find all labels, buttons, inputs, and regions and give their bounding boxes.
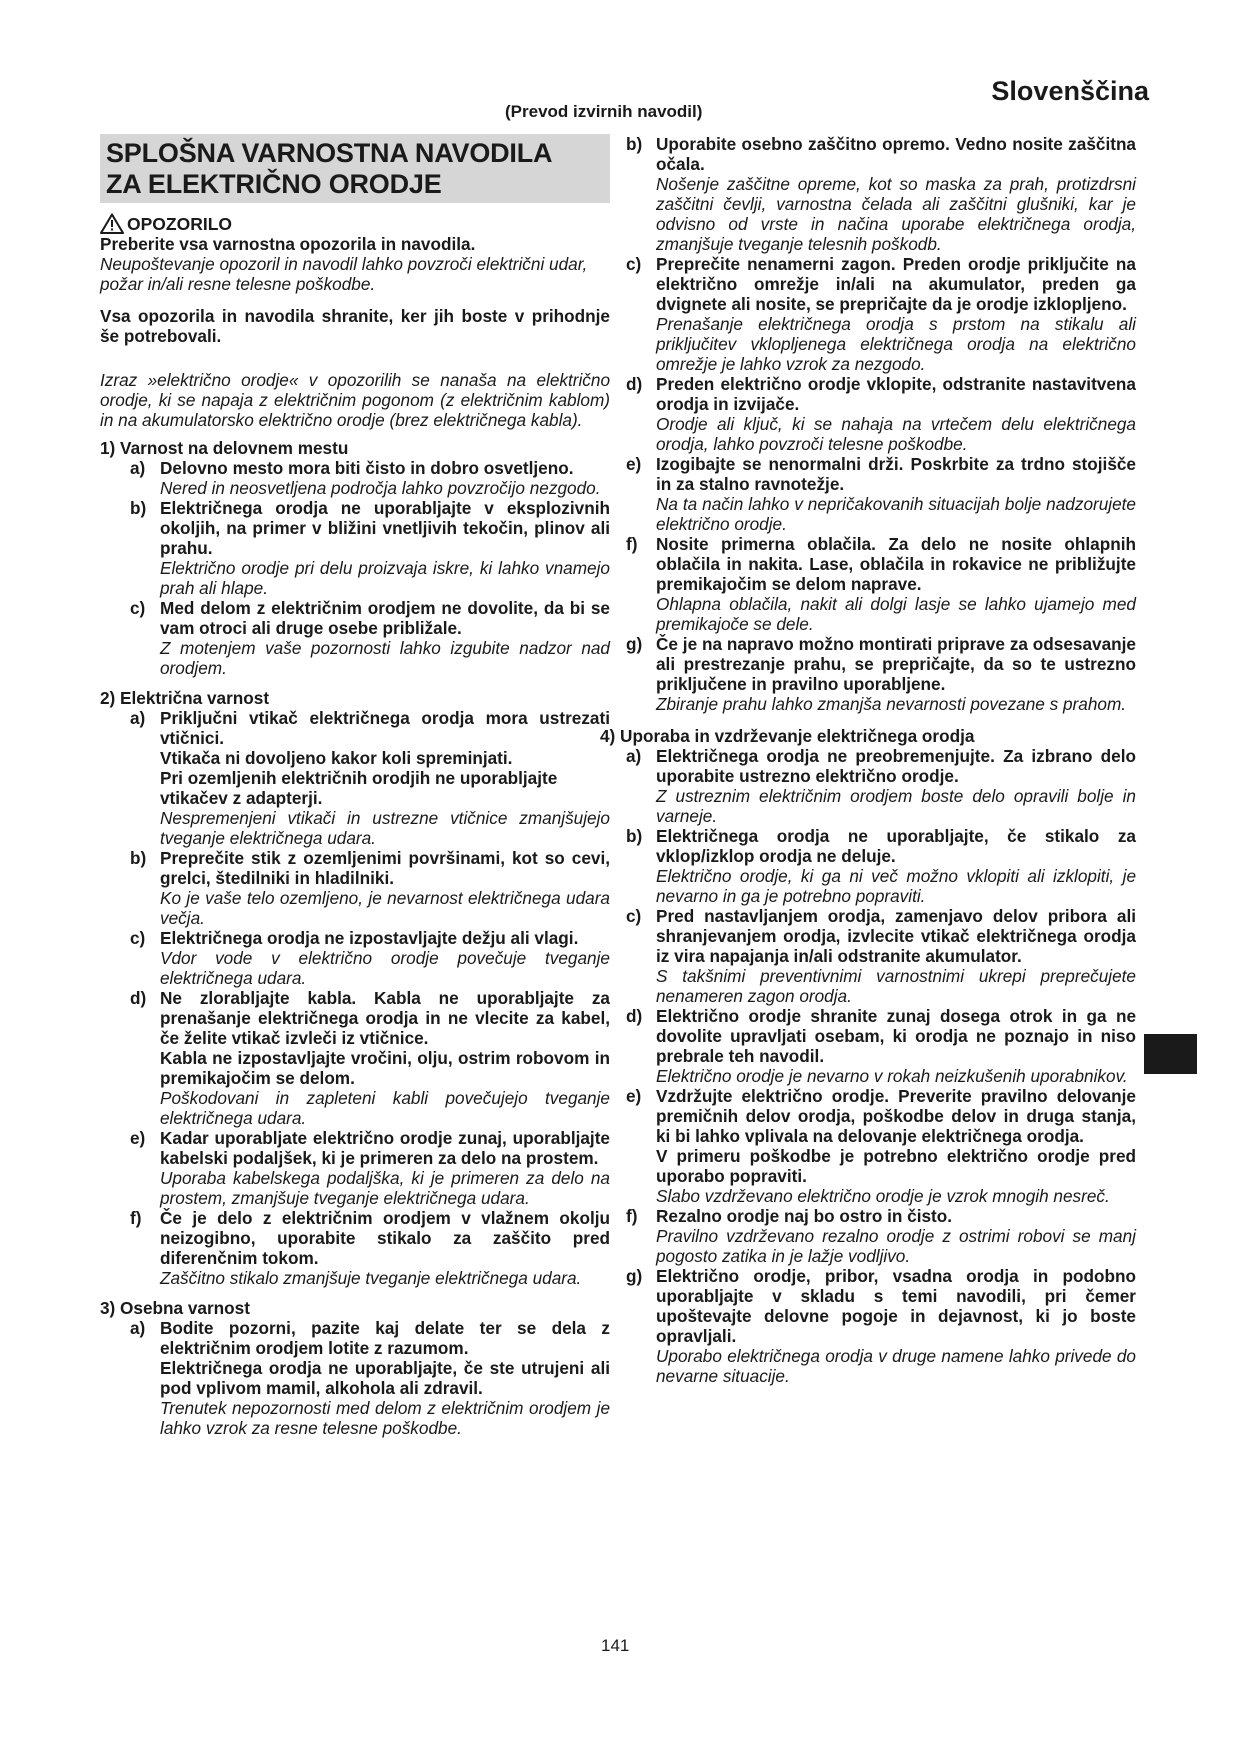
- list-item: c) Preprečite nenamerni zagon. Preden orodje priključite na električno omrežje in/ali na akumulator, preden ga dvignete ali nosite, se prepričajte da je orodje izklopljeno. Prenašanje električnega orodja s prstom na stikalu ali priključitev vklopljenega električnega orodja na električno omrežje je lahko vzrok za nezgodo.: [626, 254, 1136, 374]
- list-item: a) Električnega orodja ne preobremenjujte. Za izbrano delo uporabite ustrezno električno orodje. Z ustreznim električnim orodjem boste delo opravili bolje in varneje.: [626, 746, 1136, 826]
- list-item: b) Električnega orodja ne uporabljajte, če stikalo za vklop/izklop orodja ne deluje. Električno orodje, ki ga ni več možno vklopiti ali izklopiti, je nevarno in ga je potrebno popraviti.: [626, 826, 1136, 906]
- list-item: e) Kadar uporabljate električno orodje zunaj, uporabljajte kabelski podaljšek, ki je primeren za delo na prostem. Uporaba kabelskega podaljška, ki je primeren za delo na prostem, zmanjšuje tveganje električnega udara.: [130, 1128, 610, 1208]
- list-item: c) Pred nastavljanjem orodja, zamenjavo delov pribora ali shranjevanjem orodja, izvlecite vtikač električnega orodja iz vira napajanja in/ali odstranite akumulator. S takšnimi preventivnimi varnostnimi ukrepi preprečujete nenameren zagon orodja.: [626, 906, 1136, 1006]
- page-title: SPLOŠNA VARNOSTNA NAVODILA ZA ELEKTRIČNO ORODJE: [100, 134, 610, 203]
- list-item: g) Električno orodje, pribor, vsadna orodja in podobno uporabljajte v skladu s temi navodili, pri čemer upoštevajte delovne pogoje in dejavnost, ki jo boste opravljali. Uporabo električnega orodja v druge namene lahko privede do nevarne situacije.: [626, 1266, 1136, 1386]
- language-heading: Slovenščina: [991, 76, 1149, 106]
- list-item: c) Električnega orodja ne izpostavljajte dežju ali vlagi. Vdor vode v električno orodje povečuje tveganje električnega udara.: [130, 928, 610, 988]
- translation-subtitle: (Prevod izvirnih navodil): [505, 102, 703, 121]
- chapter-tab-marker: [1144, 1034, 1197, 1074]
- section-1-title: 1) Varnost na delovnem mestu: [100, 438, 349, 458]
- warning-triangle-icon: [100, 213, 124, 234]
- list-item: f) Če je delo z električnim orodjem v vlažnem okolju neizogibno, uporabite stikalo za zaščito pred diferenčnim tokom. Zaščitno stikalo zmanjšuje tveganje električnega udara.: [130, 1208, 610, 1288]
- term-definition: Izraz »električno orodje« v opozorilih se nanaša na električno orodje, ki se napaja z električnim pogonom (z električnim kablom) in na akumulatorsko električno orodje (brez električnega kabla).: [100, 370, 610, 430]
- list-item: d) Preden električno orodje vklopite, odstranite nastavitvena orodja in izvijače. Orodje ali ključ, ki se nahaja na vrtečem delu električnega orodja, lahko povzroči telesne poškodbe.: [626, 374, 1136, 454]
- left-column: [100, 134, 610, 1438]
- list-item: b) Preprečite stik z ozemljenimi površinami, kot so cevi, grelci, štedilniki in hladilniki. Ko je vaše telo ozemljeno, je nevarnost električnega udara večja.: [130, 848, 610, 928]
- list-item: d) Ne zlorabljajte kabla. Kabla ne uporabljajte za prenašanje električnega orodja in ne vlecite za kabel, če želite vtikač izvleči iz vtičnice. Kabla ne izpostavljajte vročini, olju, ostrim robovom in premikajočim se delom. Poškodovani in zapleteni kabli povečujejo tveganje električnega udara.: [130, 988, 610, 1128]
- warning-heading: Preberite vsa varnostna opozorila in navodila.: [100, 234, 476, 254]
- section-2-title: 2) Električna varnost: [100, 688, 270, 708]
- list-item: g) Če je na napravo možno montirati priprave za odsesavanje ali prestrezanje prahu, se prepričajte, da so te ustrezno priključene in pravilno uporabljene. Zbiranje prahu lahko zmanjša nevarnosti povezane s prahom.: [626, 634, 1136, 714]
- right-column: [600, 134, 1136, 1386]
- warning-text: Neupoštevanje opozoril in navodil lahko povzroči električni udar, požar in/ali resne telesne poškodbe.: [100, 254, 588, 294]
- list-item: c) Med delom z električnim orodjem ne dovolite, da bi se vam otroci ali druge osebe približale. Z motenjem vaše pozornosti lahko izgubite nadzor nad orodjem.: [130, 598, 610, 678]
- list-item: d) Električno orodje shranite zunaj dosega otrok in ga ne dovolite upravljati osebam, ki orodja ne poznajo in niso prebrale teh navodil. Električno orodje je nevarno v rokah neizkušenih uporabnikov.: [626, 1006, 1136, 1086]
- list-item: a) Bodite pozorni, pazite kaj delate ter se dela z električnim orodjem lotite z razumom. Električnega orodja ne uporabljajte, če ste utrujeni ali pod vplivom mamil, alkohola ali zdravil. Trenutek nepozornosti med delom z električnim orodjem je lahko vzrok za resne telesne poškodbe.: [130, 1318, 610, 1438]
- list-item: f) Nosite primerna oblačila. Za delo ne nosite ohlapnih oblačila in nakita. Lase, oblačila in rokavice ne približujte premikajočim se delom naprave. Ohlapna oblačila, nakit ali dolgi lasje se lahko ujamejo med premikajoče se dele.: [626, 534, 1136, 634]
- section-4-title: 4) Uporaba in vzdrževanje električnega orodja: [600, 726, 975, 746]
- keep-instructions: Vsa opozorila in navodila shranite, ker jih boste v prihodnje še potrebovali.: [100, 306, 610, 346]
- list-item: a) Delovno mesto mora biti čisto in dobro osvetljeno. Nered in neosvetljena področja lahko povzročijo nezgodo.: [130, 458, 601, 498]
- page-number: 141: [601, 1636, 630, 1655]
- list-item: f) Rezalno orodje naj bo ostro in čisto. Pravilno vzdrževano rezalno orodje z ostrimi robovi se manj pogosto zatika in je lažje vodljivo.: [626, 1206, 1136, 1266]
- list-item: b) Električnega orodja ne uporabljajte v eksplozivnih okoljih, na primer v bližini vnetljivih tekočin, plinov ali prahu. Električno orodje pri delu proizvaja iskre, ki lahko vnamejo prah ali hlape.: [130, 498, 610, 598]
- list-item: e) Vzdržujte električno orodje. Preverite pravilno delovanje premičnih delov orodja, poškodbe delov in druga stanja, ki bi lahko vplivala na delovanje električnega orodja. V primeru poškodbe je potrebno električno orodje pred uporabo popraviti. Slabo vzdrževano električno orodje je vzrok mnogih nesreč.: [626, 1086, 1136, 1206]
- section-3-title: 3) Osebna varnost: [100, 1298, 250, 1318]
- warning-label: OPOZORILO: [100, 213, 610, 234]
- list-item: e) Izogibajte se nenormalni drži. Poskrbite za trdno stojišče in za stalno ravnotežje. Na ta način lahko v nepričakovanih situacijah bolje nadzorujete električno orodje.: [626, 454, 1136, 534]
- list-item: b) Uporabite osebno zaščitno opremo. Vedno nosite zaščitna očala. Nošenje zaščitne opreme, kot so maska za prah, protizdrsni zaščitni čevlji, varnostna čelada ali zaščitni glušniki, kar je odvisno od vrste in načina uporabe električnega orodja, zmanjšuje tveganje telesnih poškodb.: [626, 134, 1136, 254]
- list-item: a) Priključni vtikač električnega orodja mora ustrezati vtičnici. Vtikača ni dovoljeno kakor koli spreminjati. Pri ozemljenih električnih orodjih ne uporabljajte vtikačev z adapterji. Nespremenjeni vtikači in ustrezne vtičnice zmanjšujejo tveganje električnega udara.: [130, 708, 610, 848]
